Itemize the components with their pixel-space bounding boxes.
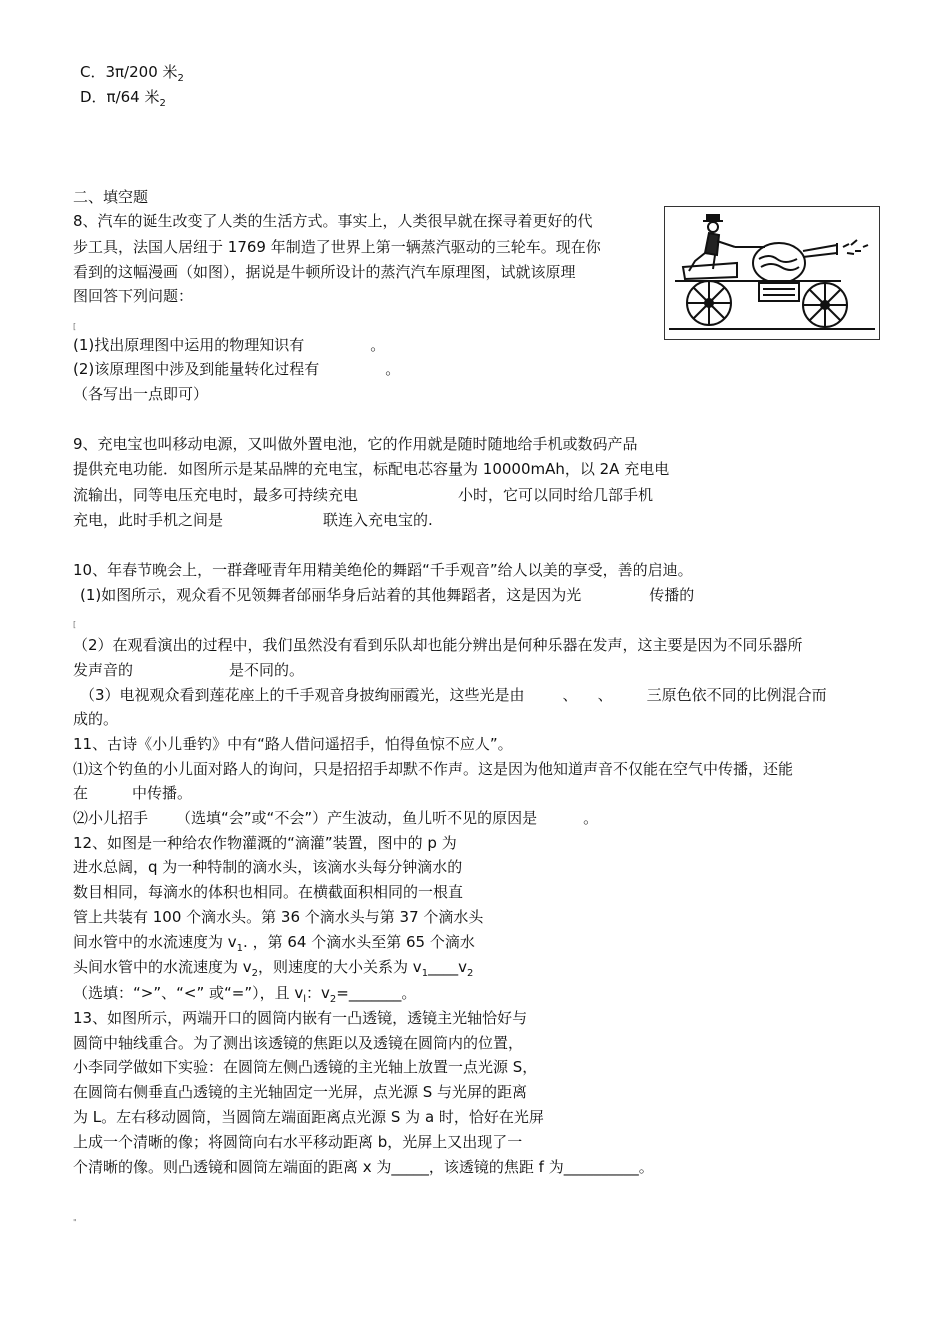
q13-line-3: 小李同学做如下实验：在圆筒左侧凸透镜的主光轴上放置一点光源 S， — [73, 1058, 538, 1076]
q12-line-2: 进水总阔，q 为一种特制的滴水头，该滴水头每分钟滴水的 — [73, 858, 463, 876]
steam-car-drawing — [665, 207, 879, 339]
q12-line-1: 12、如图是一种给农作物灌溉的“滴灌”装置，图中的 p 为 — [73, 834, 457, 852]
section-title: 二、填空题 — [73, 188, 149, 206]
q12-line-7: （选填：“>”、“<” 或“=”），且 $v_l$：$v_2=\_\_\_\_\_\_\_$。 — [73, 984, 417, 1005]
option-c-exponent: 2 — [177, 73, 184, 84]
q8-line-4: 图回答下列问题： — [73, 287, 194, 305]
q12-line-4: 管上共装有 100 个滴水头。第 36 个滴水头与第 37 个滴水头 — [73, 908, 484, 926]
q13-line-5: 为 L。左右移动圆筒，当圆筒左端面距离点光源 S 为 a 时，恰好在光屏 — [73, 1108, 544, 1126]
q10-line-1: 10、年春节晚会上，一群聋哑青年用精美绝伦的舞蹈“千手观音”给人以美的享受，善的启迪。 — [73, 561, 693, 579]
q10-part-2-cont: 发声音的 是不同的。 — [73, 661, 305, 679]
q12-line-6: 头间水管中的水流速度为 $v_2$，则速度的大小关系为 $v_1\_\_\_\_v_2$ — [73, 958, 474, 979]
q13-line-4: 在圆筒右侧垂直凸透镜的主光轴固定一光屏，点光源 S 与光屏的距离 — [73, 1083, 528, 1101]
q8-line-2: 步工具，法国人居纽于 1769 年制造了世界上第一辆蒸汽驱动的三轮车。现在你 — [73, 238, 601, 256]
margin-mark: [ — [73, 620, 77, 629]
q8-part-1: (1)找出原理图中运用的物理知识有 。 — [73, 336, 386, 354]
q8-line-3: 看到的这幅漫画（如图），据说是牛顿所设计的蒸汽汽车原理图，试就该原理 — [73, 263, 576, 281]
q12-line-5: 间水管中的水流速度为 $v_1$. ，第 64 个滴水头至第 65 个滴水 — [73, 933, 475, 954]
q8-part-2: (2)该原理图中涉及到能量转化过程有 。 — [73, 360, 401, 378]
q9-line-1: 9、充电宝也叫移动电源，又叫做外置电池，它的作用就是随时随地给手机或数码产品 — [73, 435, 638, 453]
q13-line-7: 个清晰的像。则凸透镜和圆筒左端面的距离 x 为_____，该透镜的焦距 f 为__________。 — [73, 1158, 654, 1176]
q11-line-3: 在 中传播。 — [73, 784, 193, 802]
option-d-exponent: 2 — [159, 98, 166, 109]
q11-line-1: 11、古诗《小儿垂钓》中有“路人借问遥招手，怕得鱼惊不应人”。 — [73, 735, 513, 753]
q11-line-2: ⑴这个钓鱼的小儿面对路人的询问，只是招招手却默不作声。这是因为他知道声音不仅能在空气中传播，还能 — [73, 760, 794, 778]
q12-line-3: 数目相同，每滴水的体积也相同。在横截面积相同的一根直 — [73, 883, 464, 901]
q13-line-6: 上成一个清晰的像；将圆筒向右水平移动距离 b，光屏上又出现了一 — [73, 1133, 523, 1151]
q9-line-2: 提供充电功能．如图所示是某品牌的充电宝，标配电芯容量为 10000mAh，以 2A 充电电 — [73, 460, 670, 478]
q9-line-3: 流输出，同等电压充电时，最多可持续充电 小时，它可以同时给几部手机 — [73, 486, 654, 504]
q9-line-4: 充电，此时手机之间是 联连入充电宝的. — [73, 511, 433, 529]
option-d: D．π/64 米$_2$ — [80, 88, 166, 109]
q10-part-3: （3）电视观众看到莲花座上的千手观音身披绚丽霞光，这些光是由 、 、 三原色依不同的比例混合而 — [80, 686, 827, 704]
option-c: C．3π/200 米$_2$ — [80, 63, 184, 84]
q13-line-2: 圆筒中轴线重合。为了测出该透镜的焦距以及透镜在圆筒内的位置， — [73, 1034, 524, 1052]
margin-mark: [ — [73, 322, 77, 331]
margin-mark: " — [73, 1218, 77, 1227]
q13-line-1: 13、如图所示，两端开口的圆筒内嵌有一凸透镜，透镜主光轴恰好与 — [73, 1009, 528, 1027]
q11-line-4: ⑵小儿招手 （选填“会”或“不会”）产生波动，鱼儿听不见的原因是 。 — [73, 809, 599, 827]
q8-line-1: 8、汽车的诞生改变了人类的生活方式。事实上，人类很早就在探寻着更好的代 — [73, 212, 593, 230]
q8-note: （各写出一点即可） — [73, 385, 209, 403]
steam-car-illustration — [664, 206, 880, 340]
q10-part-3-cont: 成的。 — [73, 710, 119, 728]
q10-part-1: (1)如图所示，观众看不见领舞者邰丽华身后站着的其他舞蹈者，这是因为光 传播的 — [80, 586, 695, 604]
q10-part-2: （2）在观看演出的过程中，我们虽然没有看到乐队却也能分辨出是何种乐器在发声，这主要是因为不同乐器所 — [73, 636, 803, 654]
